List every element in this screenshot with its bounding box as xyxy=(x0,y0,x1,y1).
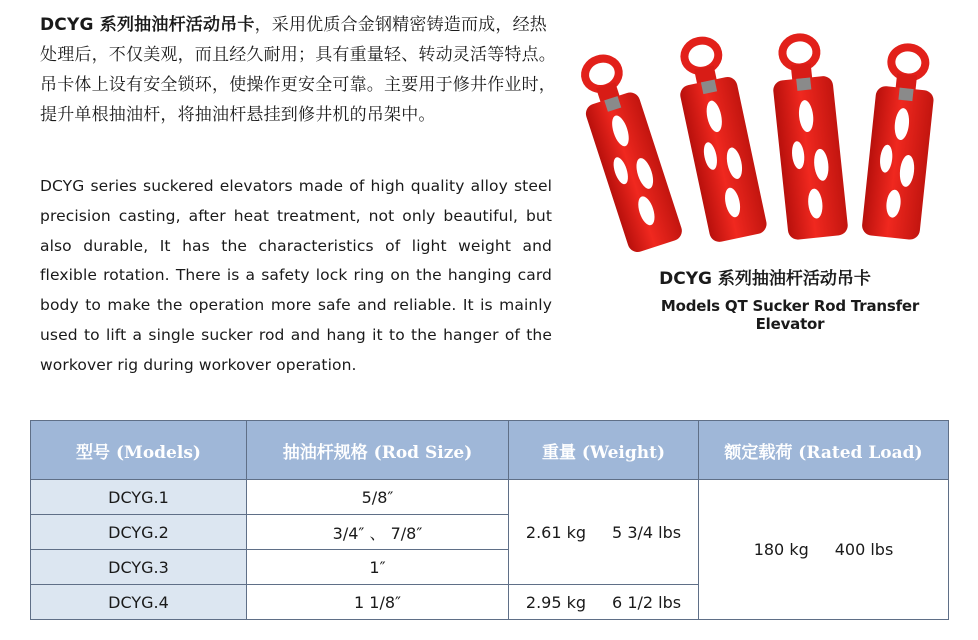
header-rated-load: 额定载荷 (Rated Load) xyxy=(699,421,949,480)
weight-kg: 2.95 kg xyxy=(525,592,587,612)
elevator-4 xyxy=(861,44,939,240)
weight-kg: 2.61 kg xyxy=(525,522,587,542)
model-cell: DCYG.2 xyxy=(31,515,247,550)
model-cell: DCYG.4 xyxy=(31,585,247,620)
header-models: 型号 (Models) xyxy=(31,421,247,480)
table-header-row xyxy=(31,421,949,480)
load-lbs: 400 lbs xyxy=(834,540,894,559)
weight-cell xyxy=(509,585,699,620)
photo-caption-chinese: DCYG 系列抽油杆活动吊卡 xyxy=(659,269,871,289)
rod-size-cell: 3/4″ 、 7/8″ xyxy=(247,515,509,550)
weight-lbs: 6 1/2 lbs xyxy=(612,592,682,612)
english-description: DCYG series suckered elevators made of high quality alloy steel precision casting, after heat treatment, not only beautiful, but also durable, It has the characteristics of light weight and flexible rotation. There is a safety lock ring on the hanging card body to make the operation more safe and reliable. It is mainly used to lift a single sucker rod and hang it to the hanger of the workover rig during workover operation. xyxy=(40,177,552,374)
header-rod-size: 抽油杆规格 (Rod Size) xyxy=(247,421,509,480)
product-photo xyxy=(568,30,968,260)
elevator-1 xyxy=(571,51,685,255)
model-cell: DCYG.1 xyxy=(31,480,247,515)
rod-size-cell: 1″ xyxy=(247,550,509,585)
load-kg: 180 kg xyxy=(753,540,809,559)
spec-table xyxy=(30,420,949,620)
model-cell: DCYG.3 xyxy=(31,550,247,585)
rod-size-cell: 1 1/8″ xyxy=(247,585,509,620)
table-row xyxy=(31,480,949,515)
rated-load-cell xyxy=(699,480,949,620)
rod-size-cell: 5/8″ xyxy=(247,480,509,515)
chinese-lead-title: DCYG 系列抽油杆活动吊卡 xyxy=(40,15,255,35)
header-weight: 重量 (Weight) xyxy=(509,421,699,480)
weight-lbs: 5 3/4 lbs xyxy=(612,522,682,542)
chinese-description xyxy=(40,10,560,130)
weight-cell xyxy=(509,480,699,585)
photo-caption-english: Models QT Sucker Rod Transfer Elevator xyxy=(660,297,920,333)
chinese-body: ，采用优质合金钢精密铸造而成，经热处理后，不仅美观，而且经久耐用；具有重量轻、转动灵活等特点。吊卡体上设有安全锁环，使操作更安全可靠。主要用于修井作业时，提升单根抽油杆，将抽油杆悬挂到修井机的吊架中。 xyxy=(40,15,556,125)
elevator-2 xyxy=(670,35,769,244)
elevator-3 xyxy=(768,34,849,240)
